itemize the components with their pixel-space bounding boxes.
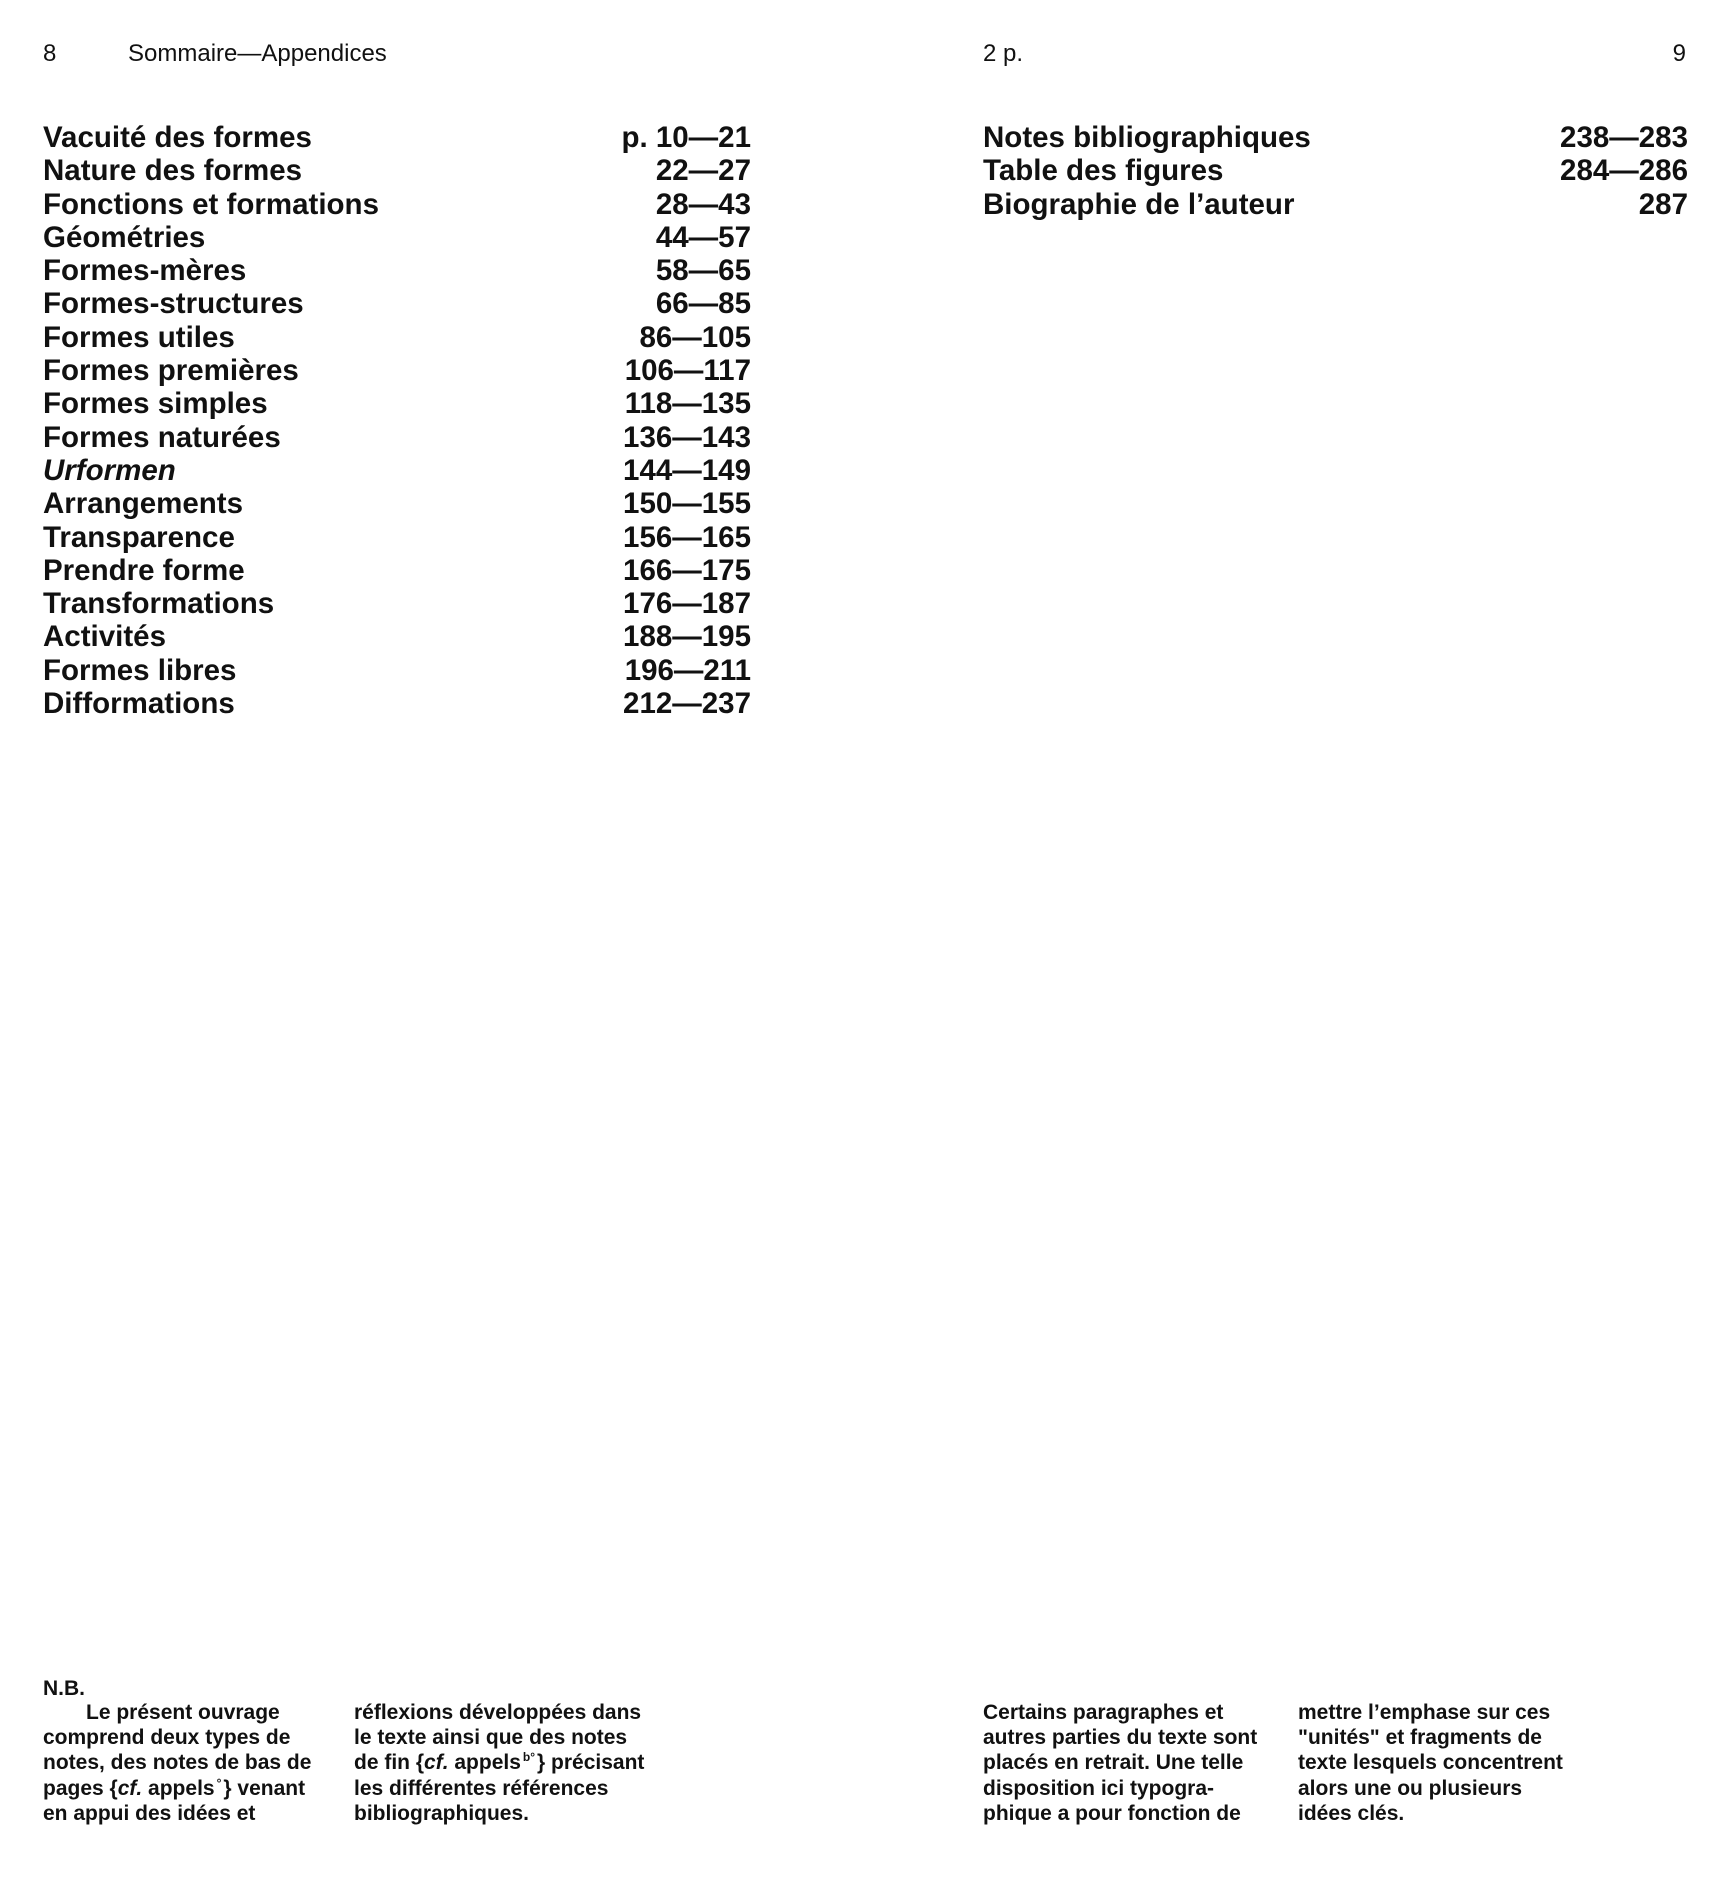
toc-entry bbox=[43, 154, 751, 187]
toc-entry-title: Géométries bbox=[43, 220, 206, 254]
note-line: autres parties du texte sont bbox=[983, 1726, 1258, 1750]
toc-entry bbox=[43, 421, 751, 454]
right-running-head: 2 p. bbox=[983, 40, 1024, 67]
toc-entry bbox=[43, 121, 751, 154]
toc-entry-pages: 44—57 bbox=[655, 220, 751, 254]
note-column-1 bbox=[43, 1700, 311, 1826]
toc-entry bbox=[43, 554, 751, 587]
toc-entry-pages: 106—117 bbox=[624, 354, 751, 388]
note-line: les différentes références bbox=[354, 1776, 609, 1800]
toc-entry-title: Vacuité des formes bbox=[43, 121, 312, 154]
toc-entry bbox=[43, 254, 751, 287]
note-text: } précisant bbox=[537, 1751, 645, 1775]
toc-entry-title: Table des figures bbox=[983, 154, 1224, 188]
note-line: placés en retrait. Une telle bbox=[983, 1751, 1244, 1775]
toc-entry-pages: p. 10—21 bbox=[621, 121, 751, 154]
note-line: comprend deux types de bbox=[43, 1726, 291, 1750]
toc-entry bbox=[43, 454, 751, 487]
toc-entry-pages: 144—149 bbox=[623, 453, 751, 487]
note-line: "unités" et fragments de bbox=[1298, 1726, 1542, 1750]
note-line: texte lesquels concentrent bbox=[1298, 1751, 1563, 1775]
toc-entry-title: Prendre forme bbox=[43, 553, 245, 587]
toc-entry-pages: 188—195 bbox=[623, 620, 751, 654]
note-line: Le présent ouvrage bbox=[86, 1701, 280, 1724]
toc-entry bbox=[983, 154, 1688, 187]
cf-abbrev: cf. bbox=[424, 1751, 449, 1775]
note-line: réflexions développées dans bbox=[354, 1701, 642, 1724]
toc-entry-pages: 284—286 bbox=[1560, 154, 1688, 188]
note-line: idées clés. bbox=[1298, 1801, 1405, 1825]
toc-entry-pages: 196—211 bbox=[624, 653, 751, 687]
toc-entry-pages: 118—135 bbox=[624, 387, 751, 421]
left-page-number: 8 bbox=[43, 40, 57, 67]
toc-entry-title: Difformations bbox=[43, 687, 235, 721]
toc-entry bbox=[43, 287, 751, 320]
toc-entry-pages: 176—187 bbox=[623, 587, 751, 621]
left-running-head: Sommaire—Appendices bbox=[128, 40, 387, 67]
toc-entry bbox=[43, 687, 751, 720]
toc-entry-pages: 136—143 bbox=[623, 420, 751, 454]
toc-entry-title: Transformations bbox=[43, 587, 275, 621]
toc-entry-title: Formes-mères bbox=[43, 254, 247, 288]
note-text: } venant bbox=[223, 1776, 306, 1800]
endnote-call-mark: b° bbox=[522, 1750, 536, 1765]
toc-left bbox=[43, 121, 751, 720]
toc-entry bbox=[43, 221, 751, 254]
toc-entry-title: Fonctions et formations bbox=[43, 187, 379, 221]
note-column-3 bbox=[983, 1700, 1257, 1826]
toc-entry-title: Formes-structures bbox=[43, 287, 304, 321]
note-text: appels bbox=[142, 1776, 215, 1800]
toc-entry-pages: 66—85 bbox=[655, 287, 751, 321]
note-line: notes, des notes de bas de bbox=[43, 1751, 312, 1775]
toc-entry-title: Formes utiles bbox=[43, 320, 235, 354]
toc-entry bbox=[43, 587, 751, 620]
toc-entry-title: Formes simples bbox=[43, 387, 268, 421]
note-column-2 bbox=[354, 1700, 644, 1826]
toc-entry-title: Biographie de l’auteur bbox=[983, 187, 1295, 221]
toc-entry-title: Formes naturées bbox=[43, 420, 281, 454]
toc-entry-title: Formes libres bbox=[43, 653, 237, 687]
toc-entry bbox=[43, 321, 751, 354]
toc-entry bbox=[983, 188, 1688, 221]
note-line: mettre l’emphase sur ces bbox=[1298, 1701, 1551, 1724]
toc-entry-title: Transparence bbox=[43, 520, 235, 554]
toc-entry-title: Nature des formes bbox=[43, 154, 303, 188]
toc-entry bbox=[43, 487, 751, 520]
toc-entry-pages: 28—43 bbox=[655, 187, 751, 221]
toc-entry-pages: 86—105 bbox=[639, 320, 751, 354]
cf-abbrev: cf. bbox=[117, 1776, 143, 1800]
toc-entry bbox=[43, 354, 751, 387]
toc-entry-pages: 166—175 bbox=[623, 553, 751, 587]
toc-entry-pages: 238—283 bbox=[1560, 121, 1688, 154]
toc-entry-title: Activités bbox=[43, 620, 166, 654]
toc-entry-pages: 156—165 bbox=[623, 520, 751, 554]
note-line: en appui des idées et bbox=[43, 1801, 256, 1825]
note-line bbox=[43, 1776, 311, 1801]
toc-entry-pages: 22—27 bbox=[655, 154, 751, 188]
note-line bbox=[354, 1750, 644, 1775]
toc-entry bbox=[43, 521, 751, 554]
note-line: bibliographiques. bbox=[354, 1801, 530, 1825]
right-page-number: 9 bbox=[1672, 40, 1686, 67]
toc-entry-pages: 212—237 bbox=[623, 687, 751, 721]
toc-entry-pages: 287 bbox=[1638, 187, 1688, 221]
toc-entry bbox=[43, 387, 751, 420]
toc-entry bbox=[983, 121, 1688, 154]
toc-right bbox=[983, 121, 1688, 221]
toc-entry-title: Urformen bbox=[43, 453, 176, 487]
toc-entry bbox=[43, 620, 751, 653]
note-text: de fin { bbox=[354, 1751, 425, 1775]
toc-entry-title: Notes bibliographiques bbox=[983, 121, 1311, 154]
note-line: disposition ici typogra- bbox=[983, 1776, 1215, 1800]
note-line: alors une ou plusieurs bbox=[1298, 1776, 1523, 1800]
toc-entry-title: Arrangements bbox=[43, 487, 244, 521]
note-line: le texte ainsi que des notes bbox=[354, 1726, 628, 1750]
toc-entry bbox=[43, 188, 751, 221]
toc-entry-pages: 58—65 bbox=[655, 254, 751, 288]
note-line: phique a pour fonction de bbox=[983, 1801, 1241, 1825]
note-text: pages { bbox=[43, 1776, 118, 1800]
note-line: Certains paragraphes et bbox=[983, 1701, 1224, 1724]
toc-entry bbox=[43, 654, 751, 687]
note-column-4 bbox=[1298, 1700, 1563, 1826]
note-text: appels bbox=[448, 1751, 521, 1775]
toc-entry-title: Formes premières bbox=[43, 354, 299, 388]
nb-label: N.B. bbox=[43, 1677, 85, 1700]
toc-entry-pages: 150—155 bbox=[623, 487, 751, 521]
footnote-call-mark: ° bbox=[216, 1775, 222, 1790]
